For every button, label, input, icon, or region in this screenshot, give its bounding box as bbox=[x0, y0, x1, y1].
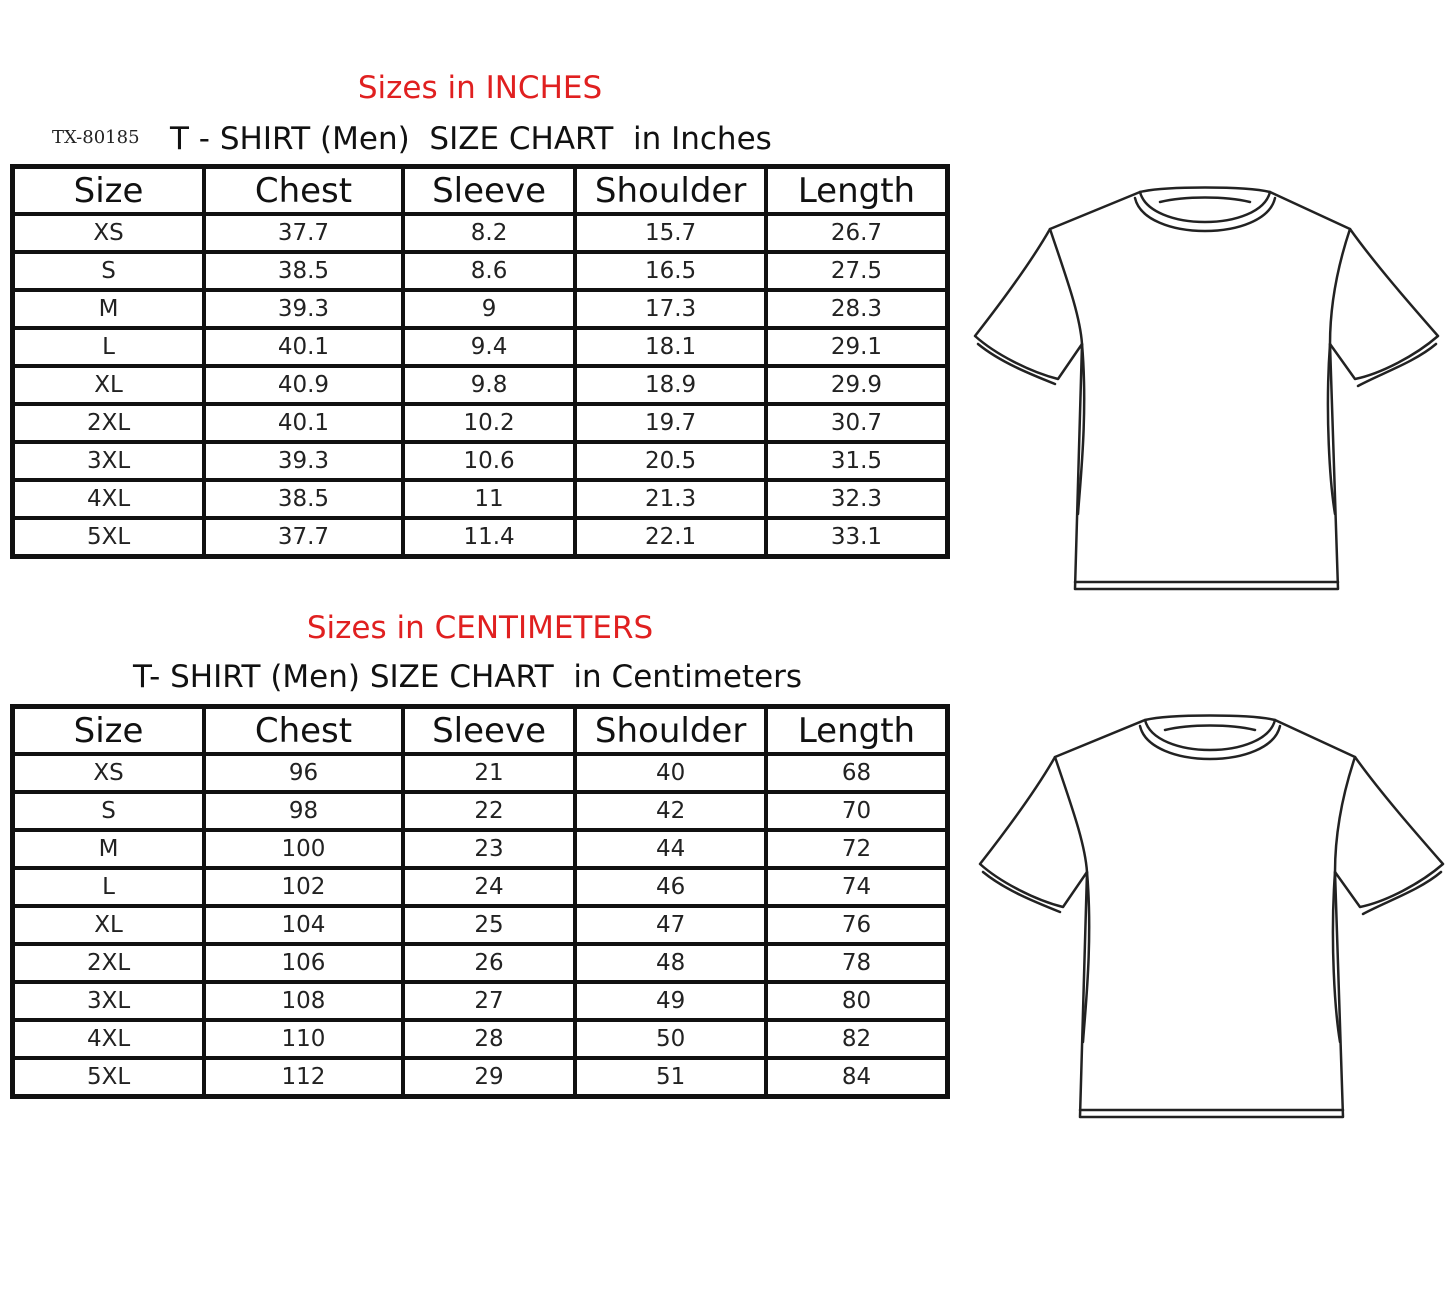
cell-sleeve: 24 bbox=[403, 868, 575, 906]
cell-chest: 40.1 bbox=[204, 328, 403, 366]
cell-length: 70 bbox=[766, 792, 948, 830]
cell-length: 29.1 bbox=[766, 328, 948, 366]
cell-chest: 39.3 bbox=[204, 290, 403, 328]
cell-size: 3XL bbox=[13, 442, 205, 480]
cell-shoulder: 51 bbox=[575, 1058, 766, 1097]
cell-sleeve: 26 bbox=[403, 944, 575, 982]
cell-length: 29.9 bbox=[766, 366, 948, 404]
cell-shoulder: 40 bbox=[575, 754, 766, 792]
cell-size: 4XL bbox=[13, 480, 205, 518]
table-row bbox=[13, 404, 948, 442]
table-row bbox=[13, 944, 948, 982]
cell-sleeve: 23 bbox=[403, 830, 575, 868]
cell-shoulder: 47 bbox=[575, 906, 766, 944]
cell-shoulder: 18.9 bbox=[575, 366, 766, 404]
cell-chest: 37.7 bbox=[204, 518, 403, 557]
cell-shoulder: 16.5 bbox=[575, 252, 766, 290]
cell-size: XS bbox=[13, 214, 205, 252]
header-length: Length bbox=[766, 167, 948, 215]
centimeters-size-table bbox=[10, 704, 950, 1099]
inches-heading: Sizes in INCHES bbox=[357, 70, 603, 106]
cell-chest: 96 bbox=[204, 754, 403, 792]
cell-size: XL bbox=[13, 366, 205, 404]
cell-size: XS bbox=[13, 754, 205, 792]
table-row bbox=[13, 480, 948, 518]
cell-length: 74 bbox=[766, 868, 948, 906]
cell-chest: 40.9 bbox=[204, 366, 403, 404]
cell-shoulder: 18.1 bbox=[575, 328, 766, 366]
cell-size: L bbox=[13, 328, 205, 366]
table-row bbox=[13, 442, 948, 480]
cell-sleeve: 11.4 bbox=[403, 518, 575, 557]
header-size: Size bbox=[13, 167, 205, 215]
cell-sleeve: 9.8 bbox=[403, 366, 575, 404]
cell-shoulder: 50 bbox=[575, 1020, 766, 1058]
cell-shoulder: 42 bbox=[575, 792, 766, 830]
header-chest: Chest bbox=[204, 707, 403, 755]
table-row bbox=[13, 290, 948, 328]
cell-sleeve: 9.4 bbox=[403, 328, 575, 366]
cell-chest: 38.5 bbox=[204, 252, 403, 290]
cell-chest: 98 bbox=[204, 792, 403, 830]
cell-length: 28.3 bbox=[766, 290, 948, 328]
header-sleeve: Sleeve bbox=[403, 707, 575, 755]
cell-size: M bbox=[13, 290, 205, 328]
cell-sleeve: 25 bbox=[403, 906, 575, 944]
cell-length: 84 bbox=[766, 1058, 948, 1097]
cell-sleeve: 22 bbox=[403, 792, 575, 830]
cell-length: 31.5 bbox=[766, 442, 948, 480]
table-row bbox=[13, 1058, 948, 1097]
cell-length: 76 bbox=[766, 906, 948, 944]
cell-shoulder: 44 bbox=[575, 830, 766, 868]
header-length: Length bbox=[766, 707, 948, 755]
cell-chest: 37.7 bbox=[204, 214, 403, 252]
cell-shoulder: 48 bbox=[575, 944, 766, 982]
cell-chest: 100 bbox=[204, 830, 403, 868]
table-header-row bbox=[13, 167, 948, 215]
inches-size-table bbox=[10, 164, 950, 559]
cell-size: L bbox=[13, 868, 205, 906]
cell-sleeve: 9 bbox=[403, 290, 575, 328]
cell-length: 32.3 bbox=[766, 480, 948, 518]
cell-shoulder: 15.7 bbox=[575, 214, 766, 252]
cell-chest: 102 bbox=[204, 868, 403, 906]
cell-size: 2XL bbox=[13, 404, 205, 442]
tshirt-outline-icon bbox=[970, 184, 1440, 604]
cell-shoulder: 49 bbox=[575, 982, 766, 1020]
cell-size: XL bbox=[13, 906, 205, 944]
cell-chest: 112 bbox=[204, 1058, 403, 1097]
cell-chest: 108 bbox=[204, 982, 403, 1020]
cell-length: 78 bbox=[766, 944, 948, 982]
cell-size: 4XL bbox=[13, 1020, 205, 1058]
cell-sleeve: 8.6 bbox=[403, 252, 575, 290]
cell-size: M bbox=[13, 830, 205, 868]
cell-chest: 106 bbox=[204, 944, 403, 982]
table-row bbox=[13, 518, 948, 557]
cell-shoulder: 21.3 bbox=[575, 480, 766, 518]
cell-length: 82 bbox=[766, 1020, 948, 1058]
cell-sleeve: 21 bbox=[403, 754, 575, 792]
cell-shoulder: 22.1 bbox=[575, 518, 766, 557]
centimeters-table-body bbox=[13, 754, 948, 1097]
tshirt-outline-icon bbox=[975, 712, 1445, 1132]
cell-size: 5XL bbox=[13, 518, 205, 557]
table-row bbox=[13, 328, 948, 366]
cell-length: 80 bbox=[766, 982, 948, 1020]
cell-length: 30.7 bbox=[766, 404, 948, 442]
table-row bbox=[13, 982, 948, 1020]
header-chest: Chest bbox=[204, 167, 403, 215]
cell-size: 3XL bbox=[13, 982, 205, 1020]
cell-shoulder: 46 bbox=[575, 868, 766, 906]
table-row bbox=[13, 754, 948, 792]
table-header-row bbox=[13, 707, 948, 755]
table-row bbox=[13, 214, 948, 252]
table-row bbox=[13, 868, 948, 906]
cell-chest: 40.1 bbox=[204, 404, 403, 442]
cell-sleeve: 11 bbox=[403, 480, 575, 518]
cell-length: 26.7 bbox=[766, 214, 948, 252]
cell-chest: 104 bbox=[204, 906, 403, 944]
inches-table-body bbox=[13, 214, 948, 557]
cell-chest: 110 bbox=[204, 1020, 403, 1058]
centimeters-heading: Sizes in CENTIMETERS bbox=[306, 610, 654, 646]
cell-sleeve: 10.6 bbox=[403, 442, 575, 480]
cell-size: 5XL bbox=[13, 1058, 205, 1097]
header-size: Size bbox=[13, 707, 205, 755]
table-row bbox=[13, 792, 948, 830]
cell-chest: 38.5 bbox=[204, 480, 403, 518]
cell-sleeve: 27 bbox=[403, 982, 575, 1020]
header-shoulder: Shoulder bbox=[575, 707, 766, 755]
cell-size: S bbox=[13, 252, 205, 290]
cell-shoulder: 20.5 bbox=[575, 442, 766, 480]
cell-shoulder: 17.3 bbox=[575, 290, 766, 328]
cell-length: 68 bbox=[766, 754, 948, 792]
inches-chart-title: T - SHIRT (Men) SIZE CHART in Inches bbox=[170, 121, 772, 157]
cell-size: 2XL bbox=[13, 944, 205, 982]
cell-size: S bbox=[13, 792, 205, 830]
table-row bbox=[13, 1020, 948, 1058]
table-row bbox=[13, 366, 948, 404]
cell-sleeve: 28 bbox=[403, 1020, 575, 1058]
table-row bbox=[13, 252, 948, 290]
cell-shoulder: 19.7 bbox=[575, 404, 766, 442]
header-shoulder: Shoulder bbox=[575, 167, 766, 215]
table-row bbox=[13, 830, 948, 868]
table-row bbox=[13, 906, 948, 944]
product-code: TX-80185 bbox=[52, 127, 140, 148]
centimeters-chart-title: T- SHIRT (Men) SIZE CHART in Centimeters bbox=[133, 659, 803, 695]
cell-length: 72 bbox=[766, 830, 948, 868]
cell-sleeve: 29 bbox=[403, 1058, 575, 1097]
cell-sleeve: 8.2 bbox=[403, 214, 575, 252]
cell-length: 33.1 bbox=[766, 518, 948, 557]
cell-chest: 39.3 bbox=[204, 442, 403, 480]
header-sleeve: Sleeve bbox=[403, 167, 575, 215]
cell-sleeve: 10.2 bbox=[403, 404, 575, 442]
cell-length: 27.5 bbox=[766, 252, 948, 290]
